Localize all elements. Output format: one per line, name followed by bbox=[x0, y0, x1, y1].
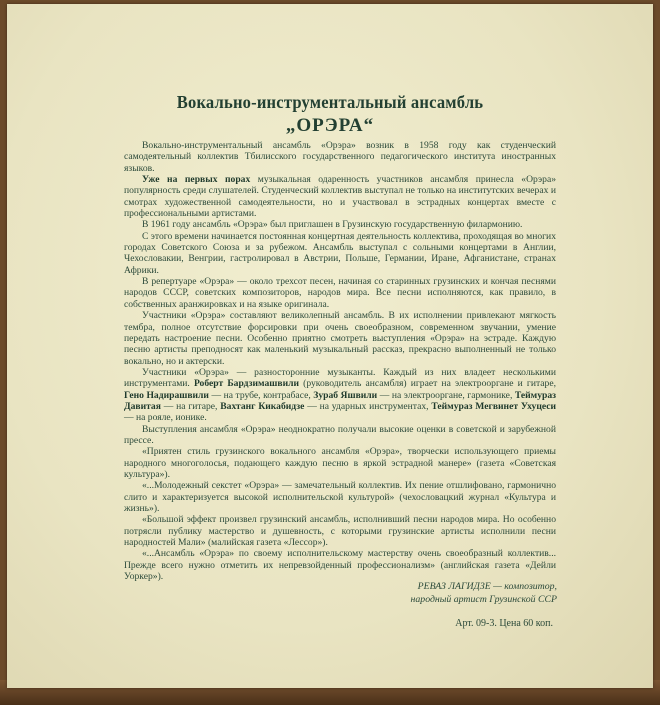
press-quote: «...Ансамбль «Орэра» по своему исполнительскому мастерству очень своеобразный коллектив... Прежде всего нужно отметить их непревзойденный профессионализм» (английская газета «Дейли Уоркер»). bbox=[124, 548, 556, 583]
press-quote: «Большой эффект произвел грузинский ансамбль, исполнивший песни народов мира. Но особенно потрясли публику мастерство и душевность, с которыми грузинские артисты исполнили песни народностей Мали» (малийская газета «Лессор»). bbox=[124, 514, 556, 549]
article-body bbox=[124, 140, 556, 582]
text: — на трубе, контрабасе, bbox=[208, 389, 314, 401]
member-name: Теймураз Давитая bbox=[124, 389, 556, 412]
paragraph bbox=[124, 174, 556, 219]
record-sleeve-back bbox=[7, 4, 653, 688]
paragraph-members bbox=[124, 367, 556, 424]
text: музыкальная одаренность участников ансамбля принесла «Орэра» популярность среди слушателей. Студенческий коллектив выступал не только на институтских вечерах и смотрах художественной самодеятельности, но и участвовал в эстрадных концертах вместе с профессиональными артистами. bbox=[124, 174, 556, 220]
paragraph: В репертуаре «Орэра» — около трехсот песен, начиная со старинных грузинских и кончая песнями народов СССР, советских композиторов, народов мира. Все песни исполняются, как правило, в собственных аранжировках и на языке оригинала. bbox=[124, 276, 556, 310]
paragraph: Вокально-инструментальный ансамбль «Орэра» возник в 1958 году как студенческий самодеятельный коллектив Тбилисского государственного педагогического института иностранных языков. bbox=[124, 140, 556, 174]
bold-text: Уже на первых порах bbox=[142, 174, 251, 186]
member-name: Гено Надирашвили bbox=[124, 389, 209, 401]
paragraph: Участники «Орэра» составляют великолепный ансамбль. В их исполнении привлекают мягкость тембра, полное отсутствие форсировки при очень своеобразном, современном звучании, умение передать настроение песни. Особенно приятно смотреть выступления «Орэра» на эстраде. Каждую песню артисты преподносят как маленький музыкальный рассказ, прекрасно выполненный не только вокально, но и актерски. bbox=[124, 310, 556, 367]
text: — на рояле, ионике. bbox=[124, 412, 207, 424]
text: (руководитель ансамбля) играет на электрооргане и гитаре, bbox=[299, 378, 557, 390]
title-line-1: Вокально-инструментальный ансамбль bbox=[176, 92, 484, 112]
title-ensemble-name: „ОРЭРА“ bbox=[285, 115, 375, 136]
member-name: Зураб Яшвили bbox=[313, 389, 378, 401]
author-signature bbox=[411, 580, 557, 606]
author-name: РЕВАЗ ЛАГИДЗЕ — композитор, bbox=[417, 581, 557, 592]
paragraph: С этого времени начинается постоянная концертная деятельность коллектива, проходящая во многих городах Советского Союза и за рубежом. Ансамбль выступал с сольными концертами в Англии, Чехословакии, Венгрии, гастролировал в Австрии, Польше, Германии, Иране, Афганистане, странах Африки. bbox=[124, 230, 556, 276]
text: — на электрооргане, гармонике, bbox=[377, 389, 515, 401]
paragraph: Выступления ансамбля «Орэра» неоднократно получали высокие оценки в советской и зарубежной прессе. bbox=[124, 423, 556, 446]
member-name: Роберт Бардзимашвили bbox=[193, 378, 300, 390]
author-title: народный артист Грузинской ССР bbox=[410, 594, 557, 605]
paragraph: В 1961 году ансамбль «Орэра» был приглашен в Грузинскую государственную филармонию. bbox=[142, 219, 523, 231]
catalog-price: Арт. 09-3. Цена 60 коп. bbox=[455, 618, 553, 629]
text: — на гитаре, bbox=[160, 400, 221, 412]
press-quote: «Приятен стиль грузинского вокального ансамбля «Орэра», творчески использующего приемы народного многоголосья, подающего каждую песню в яркой эстрадной манере» (газета «Советская культура»). bbox=[124, 446, 556, 480]
text: Участники «Орэра» — разносторонние музыканты. Каждый из них владеет несколькими инструментами. bbox=[124, 366, 556, 390]
member-name: Вахтанг Кикабидзе bbox=[220, 400, 305, 412]
text: — на ударных инструментах, bbox=[304, 400, 432, 412]
press-quote: «...Молодежный секстет «Орэра» — замечательный коллектив. Их пение отшлифовано, гармонично слито и характеризуется высокой исполнительской культурой» (чехословацкий журнал «Культура и жизнь»). bbox=[124, 480, 556, 514]
member-name: Теймураз Мегвинет Ухуцеси bbox=[431, 400, 557, 412]
